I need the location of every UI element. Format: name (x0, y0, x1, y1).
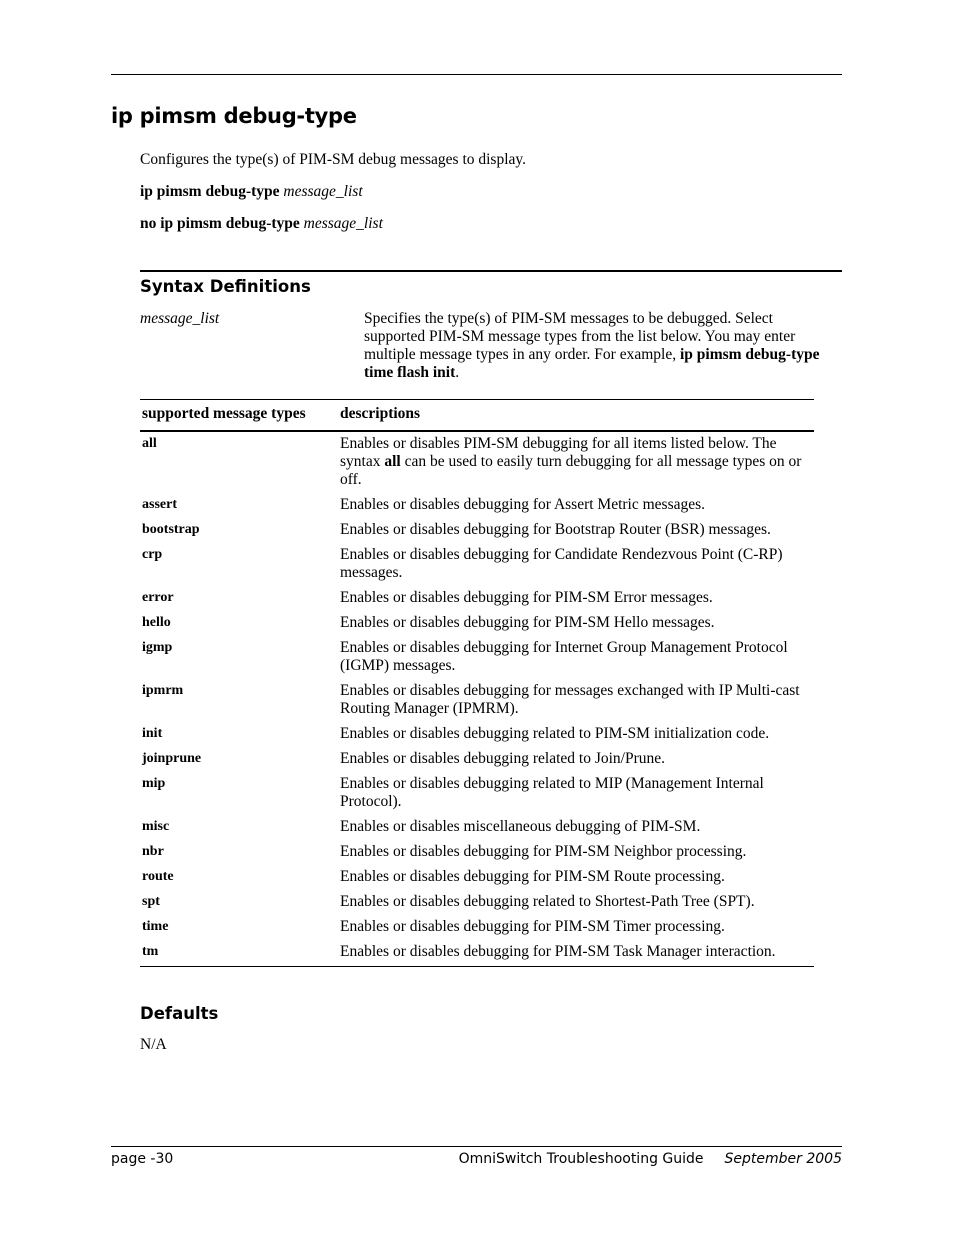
message-type: spt (142, 894, 160, 909)
page-number: page -30 (111, 1151, 174, 1167)
message-types-table (140, 399, 814, 967)
message-type: nbr (142, 844, 164, 859)
table-row (140, 890, 814, 915)
message-description: Enables or disables debugging related to Shortest-Path Tree (SPT). (340, 893, 755, 910)
message-type: all (142, 436, 157, 451)
parameter-description (364, 310, 830, 382)
table-row (140, 431, 814, 493)
syntax-2-command: no ip pimsm debug-type (140, 215, 300, 232)
message-description: Enables or disables debugging for PIM-SM Task Manager interaction. (338, 940, 814, 967)
syntax-2-argument: message_list (303, 215, 383, 232)
message-type: igmp (142, 640, 173, 655)
table-row (140, 586, 814, 611)
message-type: tm (140, 940, 338, 967)
message-type: hello (142, 615, 171, 630)
message-type: mip (142, 776, 166, 791)
table-header-row (140, 400, 814, 432)
message-type: init (142, 726, 163, 741)
table-row (140, 543, 814, 586)
top-rule (111, 74, 842, 75)
table-row (140, 722, 814, 747)
defaults-value: N/A (140, 1036, 167, 1053)
message-description: Enables or disables debugging for Internet Group Management Protocol (IGMP) messages. (340, 639, 788, 674)
footer-rule (111, 1146, 842, 1147)
syntax-line-1 (140, 183, 363, 201)
message-description: Enables or disables debugging for Assert Metric messages. (340, 496, 706, 513)
message-type: time (142, 919, 169, 934)
table-row (140, 840, 814, 865)
table-row (140, 772, 814, 815)
syntax-1-command: ip pimsm debug-type (140, 183, 280, 200)
page-title: ip pimsm debug-type (111, 104, 357, 128)
defaults-heading: Defaults (140, 1004, 219, 1023)
message-type: ipmrm (142, 683, 184, 698)
message-description: Enables or disables miscellaneous debugging of PIM-SM. (340, 818, 701, 835)
parameter-description-end: . (455, 364, 460, 381)
syntax-definitions-heading: Syntax Definitions (140, 277, 311, 296)
syntax-definitions-rule (140, 270, 842, 272)
message-description: Enables or disables debugging for Candidate Rendezvous Point (C-RP) messages. (340, 546, 783, 581)
message-description: Enables or disables debugging related to Join/Prune. (340, 750, 666, 767)
table-row (140, 915, 814, 940)
table-row (140, 747, 814, 772)
guide-title: OmniSwitch Troubleshooting Guide (458, 1151, 704, 1167)
message-description: Enables or disables debugging related to MIP (Management Internal Protocol). (340, 775, 764, 810)
footer-guide-date (459, 1151, 842, 1167)
message-description: Enables or disables debugging for PIM-SM Neighbor processing. (340, 843, 747, 860)
description-text: Enables or disables PIM-SM debugging for all items listed below. The syntax (340, 435, 777, 470)
description-keyword: all (384, 453, 401, 470)
message-type: bootstrap (142, 522, 200, 537)
table-row (140, 518, 814, 543)
header-descriptions: descriptions (338, 400, 814, 432)
table-row (140, 611, 814, 636)
table-row (140, 679, 814, 722)
parameter-description-text: Specifies the type(s) of PIM-SM messages to be debugged. Select supported PIM-SM message types from the list below. You may enter multiple message types in any order. For example, (364, 310, 796, 363)
message-description: Enables or disables debugging for PIM-SM Error messages. (340, 589, 713, 606)
header-message-types: supported message types (140, 400, 338, 432)
command-description: Configures the type(s) of PIM-SM debug messages to display. (140, 151, 527, 168)
description-text-end: can be used to easily turn debugging for all message types on or off. (340, 453, 802, 488)
message-type: route (142, 869, 174, 884)
table-row (140, 940, 814, 967)
message-description: Enables or disables debugging related to PIM-SM initialization code. (340, 725, 770, 742)
table-row (140, 865, 814, 890)
table-row (140, 636, 814, 679)
message-description: Enables or disables debugging for PIM-SM Hello messages. (340, 614, 715, 631)
syntax-line-2 (140, 215, 383, 233)
message-description: Enables or disables debugging for Bootstrap Router (BSR) messages. (340, 521, 771, 538)
parameter-name: message_list (140, 310, 220, 327)
table-row (140, 493, 814, 518)
message-description: Enables or disables debugging for PIM-SM Timer processing. (340, 918, 725, 935)
publication-date: September 2005 (724, 1151, 842, 1167)
message-type: misc (142, 819, 170, 834)
parameter-example-command: ip pimsm debug-type time flash init (364, 346, 820, 381)
message-type: assert (142, 497, 177, 512)
message-type: error (142, 590, 174, 605)
message-type: crp (142, 547, 163, 562)
syntax-1-argument: message_list (283, 183, 363, 200)
message-description: Enables or disables debugging for messages exchanged with IP Multi-cast Routing Manager (IPMRM). (340, 682, 800, 717)
message-type: joinprune (142, 751, 202, 766)
message-description: Enables or disables debugging for PIM-SM Route processing. (340, 868, 725, 885)
message-description (338, 431, 814, 493)
table-row (140, 815, 814, 840)
